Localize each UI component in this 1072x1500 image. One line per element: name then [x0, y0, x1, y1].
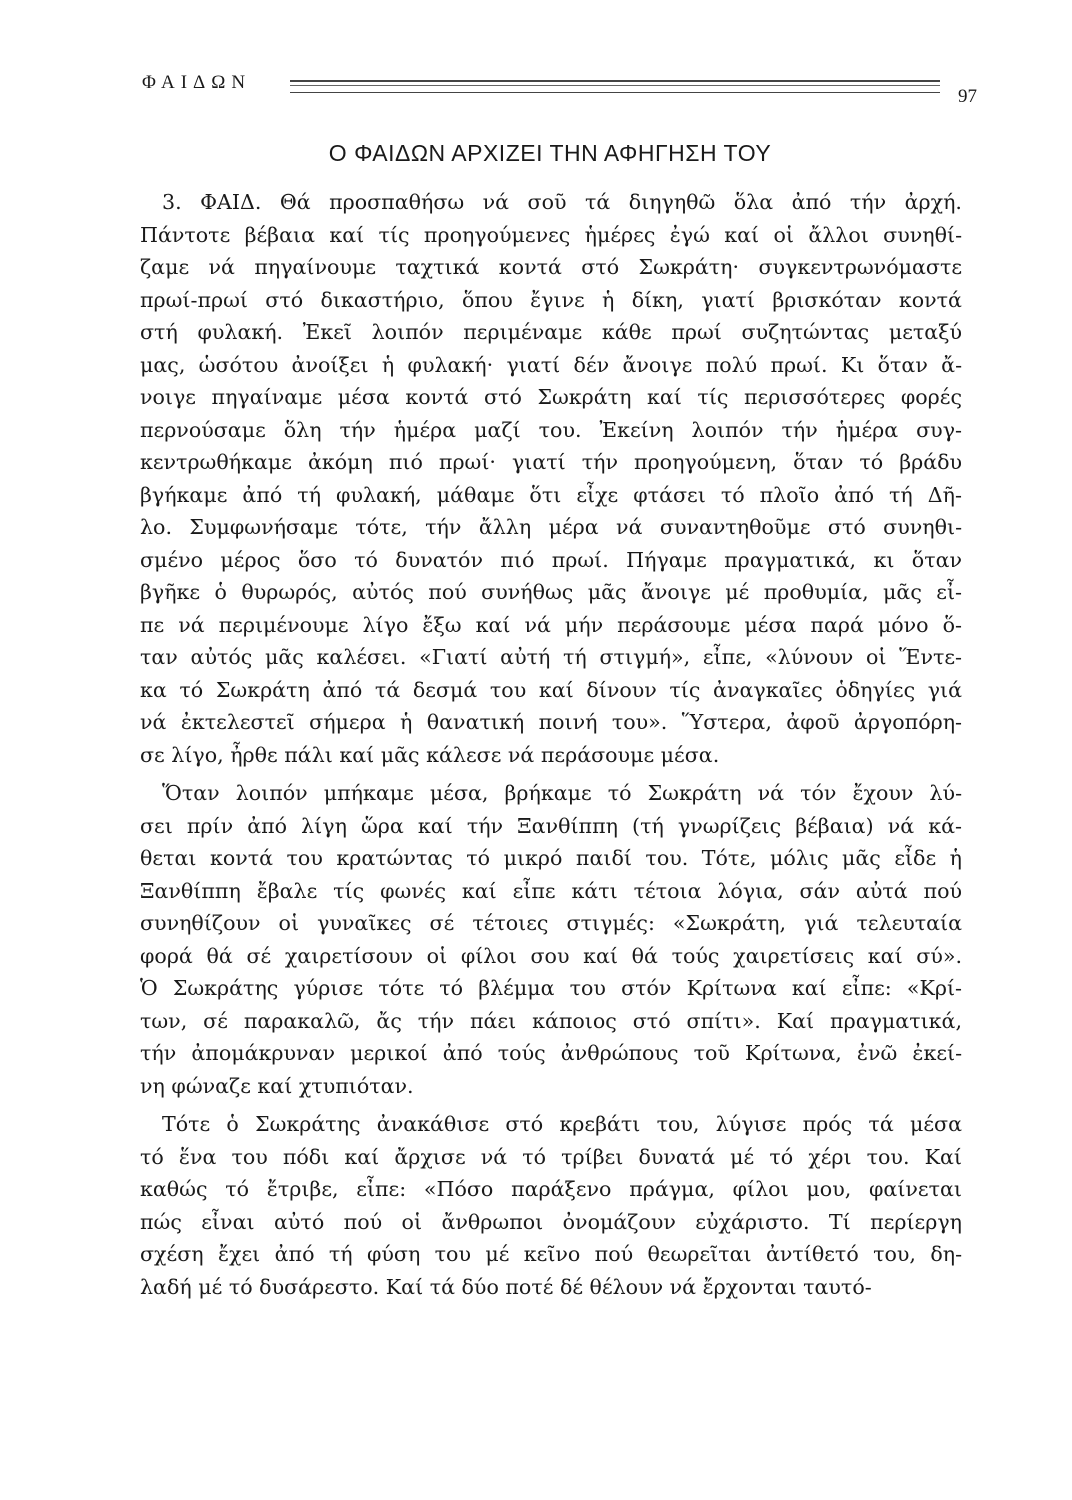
- text-line: Ὅταν λοιπόν μπήκαμε μέσα, βρήκαμε τό Σωκράτη νά τόν ἔχουν λύ-: [162, 781, 963, 805]
- text-line: βγήκαμε ἀπό τή φυλακή, μάθαμε ὅτι εἶχε φτάσει τό πλοῖο ἀπό τή Δῆ-: [140, 482, 962, 507]
- text-line: Τότε ὁ Σωκράτης ἀνακάθισε στό κρεβάτι του, λύγισε πρός τά μέσα: [162, 1112, 962, 1136]
- text-line: λαδή μέ τό δυσάρεστο. Καί τά δύο ποτέ δέ θέλουν νά ἔρχονται ταυτό-: [140, 1274, 872, 1299]
- running-head: [142, 72, 990, 112]
- text-line: ζαμε νά πηγαίνουμε ταχτικά κοντά στό Σωκράτη· συγκεντρωνόμαστε: [140, 255, 963, 279]
- text-line: φορά θά σέ χαιρετίσουν οἱ φίλοι σου καί θά τούς χαιρετίσεις καί σύ».: [140, 943, 963, 968]
- text-line: σε λίγο, ἦρθε πάλι καί μᾶς κάλεσε νά περάσουμε μέσα.: [140, 742, 720, 767]
- text-line: Ὁ Σωκράτης γύρισε τότε τό βλέμμα του στόν Κρίτωνα καί εἶπε: «Κρί-: [140, 976, 962, 1000]
- text-line: κεντρωθήκαμε ἀκόμη πιό πρωί· γιατί τήν προηγούμενη, ὅταν τό βράδυ: [140, 450, 963, 474]
- text-line: ταν αὐτός μᾶς καλέσει. «Γιατί αὐτή τή στιγμή», εἶπε, «λύνουν οἱ Ἕντε-: [140, 645, 962, 669]
- text-line: νά ἐκτελεστεῖ σήμερα ἡ θανατική ποινή του». Ὕστερα, ἀφοῦ ἀργοπόρη-: [140, 710, 962, 734]
- running-head-title: ΦΑΙΔΩΝ: [142, 72, 252, 93]
- text-line: Ξανθίππη ἔβαλε τίς φωνές καί εἶπε κάτι τέτοια λόγια, σάν αὐτά πού: [140, 878, 963, 903]
- text-line: τό ἕνα του πόδι καί ἄρχισε νά τό τρίβει δυνατά μέ τό χέρι του. Καί: [140, 1144, 962, 1169]
- running-head-rule: [290, 80, 940, 93]
- text-line: θεται κοντά του κρατώντας τό μικρό παιδί του. Τότε, μόλις μᾶς εἶδε ἡ: [140, 846, 962, 870]
- text-line: σμένο μέρος ὅσο τό δυνατόν πιό πρωί. Πήγαμε πραγματικά, κι ὅταν: [140, 547, 963, 572]
- text-line: 3. ΦΑΙΔ. Θά προσπαθήσω νά σοῦ τά διηγηθῶ ὅλα ἀπό τήν ἀρχή.: [162, 190, 962, 214]
- text-line: νοιγε πηγαίναμε μέσα κοντά στό Σωκράτη καί τίς περισσότερες φορές: [140, 385, 962, 409]
- text-line: νη φώναζε καί χτυπιόταν.: [140, 1073, 414, 1098]
- text-line: καθώς τό ἔτριβε, εἶπε: «Πόσο παράξενο πράγμα, φίλοι μου, φαίνεται: [140, 1177, 962, 1201]
- text-line: πε νά περιμένουμε λίγο ἔξω καί νά μήν περάσουμε μέσα παρά μόνο ὅ-: [140, 612, 962, 637]
- paragraph: [140, 186, 962, 771]
- body-text: [140, 186, 962, 1303]
- text-line: σει πρίν ἀπό λίγη ὥρα καί τήν Ξανθίππη (τή γνωρίζεις βέβαια) νά κά-: [140, 813, 962, 838]
- text-line: κα τό Σωκράτη ἀπό τά δεσμά του καί δίνουν τίς ἀναγκαῖες ὁδηγίες γιά: [140, 677, 963, 702]
- text-line: πρωί-πρωί στό δικαστήριο, ὅπου ἔγινε ἡ δίκη, γιατί βρισκόταν κοντά: [140, 287, 962, 312]
- paragraph: [140, 1108, 962, 1303]
- text-line: πώς εἶναι αὐτό πού οἱ ἄνθρωποι ὀνομάζουν εὐχάριστο. Τί περίεργη: [140, 1209, 962, 1234]
- text-line: Πάντοτε βέβαια καί τίς προηγούμενες ἡμέρες ἐγώ καί οἱ ἄλλοι συνηθί-: [140, 222, 963, 247]
- chapter-title: Ο ΦΑΙΔΩΝ ΑΡΧΙΖΕΙ ΤΗΝ ΑΦΗΓΗΣΗ ΤΟΥ: [328, 140, 772, 166]
- text-line: λο. Συμφωνήσαμε τότε, τήν ἄλλη μέρα νά συναντηθοῦμε στό συνηθι-: [140, 515, 963, 539]
- page-number: 97: [958, 86, 977, 107]
- text-line: τήν ἀπομάκρυναν μερικοί ἀπό τούς ἀνθρώπους τοῦ Κρίτωνα, ἐνῶ ἐκεί-: [140, 1041, 963, 1065]
- text-line: συνηθίζουν οἱ γυναῖκες σέ τέτοιες στιγμές: «Σωκράτη, γιά τελευταία: [140, 911, 963, 935]
- text-line: μας, ὡσότου ἀνοίξει ἡ φυλακή· γιατί δέν ἄνοιγε πολύ πρωί. Κι ὅταν ἄ-: [140, 352, 963, 377]
- text-line: στή φυλακή. Ἐκεῖ λοιπόν περιμέναμε κάθε πρωί συζητώντας μεταξύ: [140, 320, 963, 344]
- paragraph: [140, 777, 962, 1102]
- text-line: σχέση ἔχει ἀπό τή φύση του μέ κεῖνο πού θεωρεῖται ἀντίθετό του, δη-: [140, 1242, 963, 1266]
- text-line: των, σέ παρακαλῶ, ἄς τήν πάει κάποιος στό σπίτι». Καί πραγματικά,: [140, 1008, 962, 1033]
- text-line: περνούσαμε ὅλη τήν ἡμέρα μαζί του. Ἐκείνη λοιπόν τήν ἡμέρα συγ-: [140, 417, 962, 442]
- text-line: βγῆκε ὁ θυρωρός, αὐτός πού συνήθως μᾶς ἄνοιγε μέ προθυμία, μᾶς εἶ-: [140, 580, 962, 604]
